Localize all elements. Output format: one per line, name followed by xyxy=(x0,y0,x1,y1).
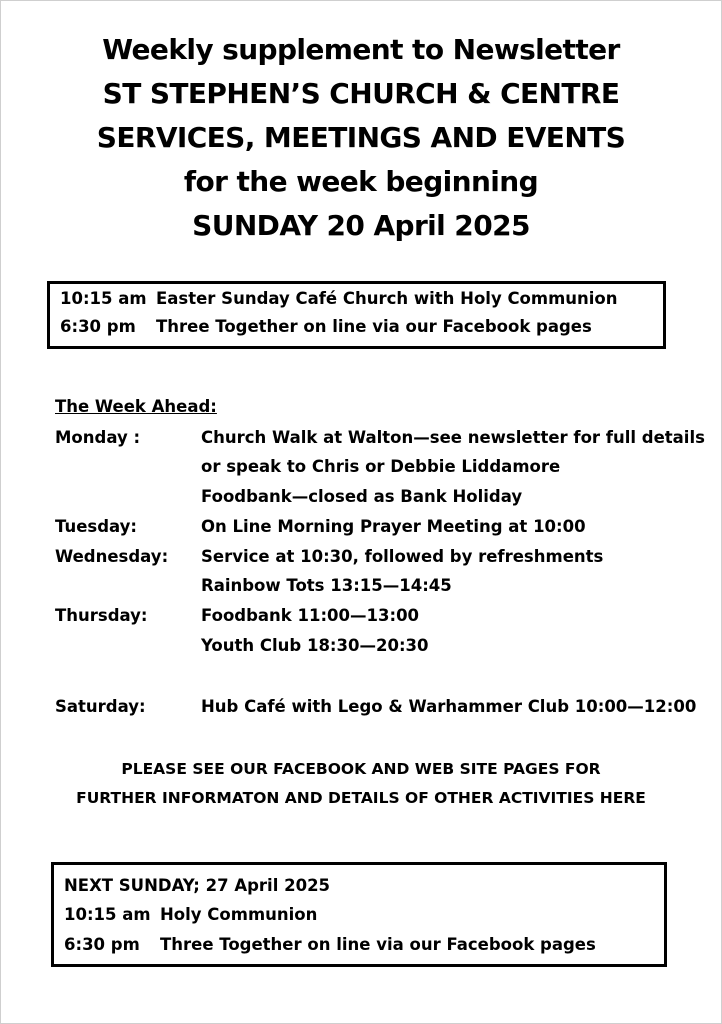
service-description: Three Together on line via our Facebook pages xyxy=(156,317,592,336)
activity-text: Foodbank—closed as Bank Holiday xyxy=(201,487,523,506)
newsletter-title xyxy=(0,28,722,248)
service-time: 10:15 am xyxy=(64,905,151,924)
title-line: for the week beginning xyxy=(183,165,539,198)
service-row xyxy=(64,905,318,924)
next-sunday-box xyxy=(51,862,667,967)
week-row xyxy=(55,517,675,546)
service-description: Holy Communion xyxy=(160,905,318,924)
activity-text: Hub Café with Lego & Warhammer Club 10:00—12:00 xyxy=(201,697,697,716)
service-time: 6:30 pm xyxy=(60,317,136,336)
activity-text: Service at 10:30, followed by refreshments xyxy=(201,547,604,566)
week-row xyxy=(55,697,697,726)
week-row xyxy=(55,487,675,516)
week-row xyxy=(55,636,675,665)
week-row xyxy=(55,606,675,635)
activity-text: On Line Morning Prayer Meeting at 10:00 xyxy=(201,517,586,536)
sunday-services-box xyxy=(47,281,666,349)
day-label: Saturday: xyxy=(55,697,146,716)
activity-text: Foodbank 11:00—13:00 xyxy=(201,606,420,625)
week-row xyxy=(55,547,675,576)
week-row xyxy=(55,457,675,486)
title-line: Weekly supplement to Newsletter xyxy=(102,33,620,66)
service-time: 10:15 am xyxy=(60,289,147,308)
week-row xyxy=(55,576,675,605)
notice-line: PLEASE SEE OUR FACEBOOK AND WEB SITE PAGES FOR xyxy=(121,760,601,778)
week-ahead-heading: The Week Ahead: xyxy=(55,397,217,416)
activity-text: or speak to Chris or Debbie Liddamore xyxy=(201,457,561,476)
day-label: Tuesday: xyxy=(55,517,137,536)
service-row xyxy=(64,935,596,954)
title-line: SUNDAY 20 April 2025 xyxy=(192,209,530,242)
service-row xyxy=(60,317,592,336)
service-description: Easter Sunday Café Church with Holy Communion xyxy=(156,289,618,308)
notice-line: FURTHER INFORMATON AND DETAILS OF OTHER ACTIVITIES HERE xyxy=(76,789,646,807)
week-row xyxy=(55,428,705,457)
activity-text: Rainbow Tots 13:15—14:45 xyxy=(201,576,452,595)
day-label: Thursday: xyxy=(55,606,148,625)
activity-text: Youth Club 18:30—20:30 xyxy=(201,636,429,655)
service-row xyxy=(60,289,618,308)
activity-text: Church Walk at Walton—see newsletter for full details xyxy=(201,428,705,447)
day-label: Wednesday: xyxy=(55,547,169,566)
service-time: 6:30 pm xyxy=(64,935,140,954)
next-sunday-heading: NEXT SUNDAY; 27 April 2025 xyxy=(64,876,331,895)
title-line: SERVICES, MEETINGS AND EVENTS xyxy=(96,121,626,154)
day-label: Monday : xyxy=(55,428,141,447)
title-line: ST STEPHEN’S CHURCH & CENTRE xyxy=(102,77,620,110)
service-description: Three Together on line via our Facebook pages xyxy=(160,935,596,954)
